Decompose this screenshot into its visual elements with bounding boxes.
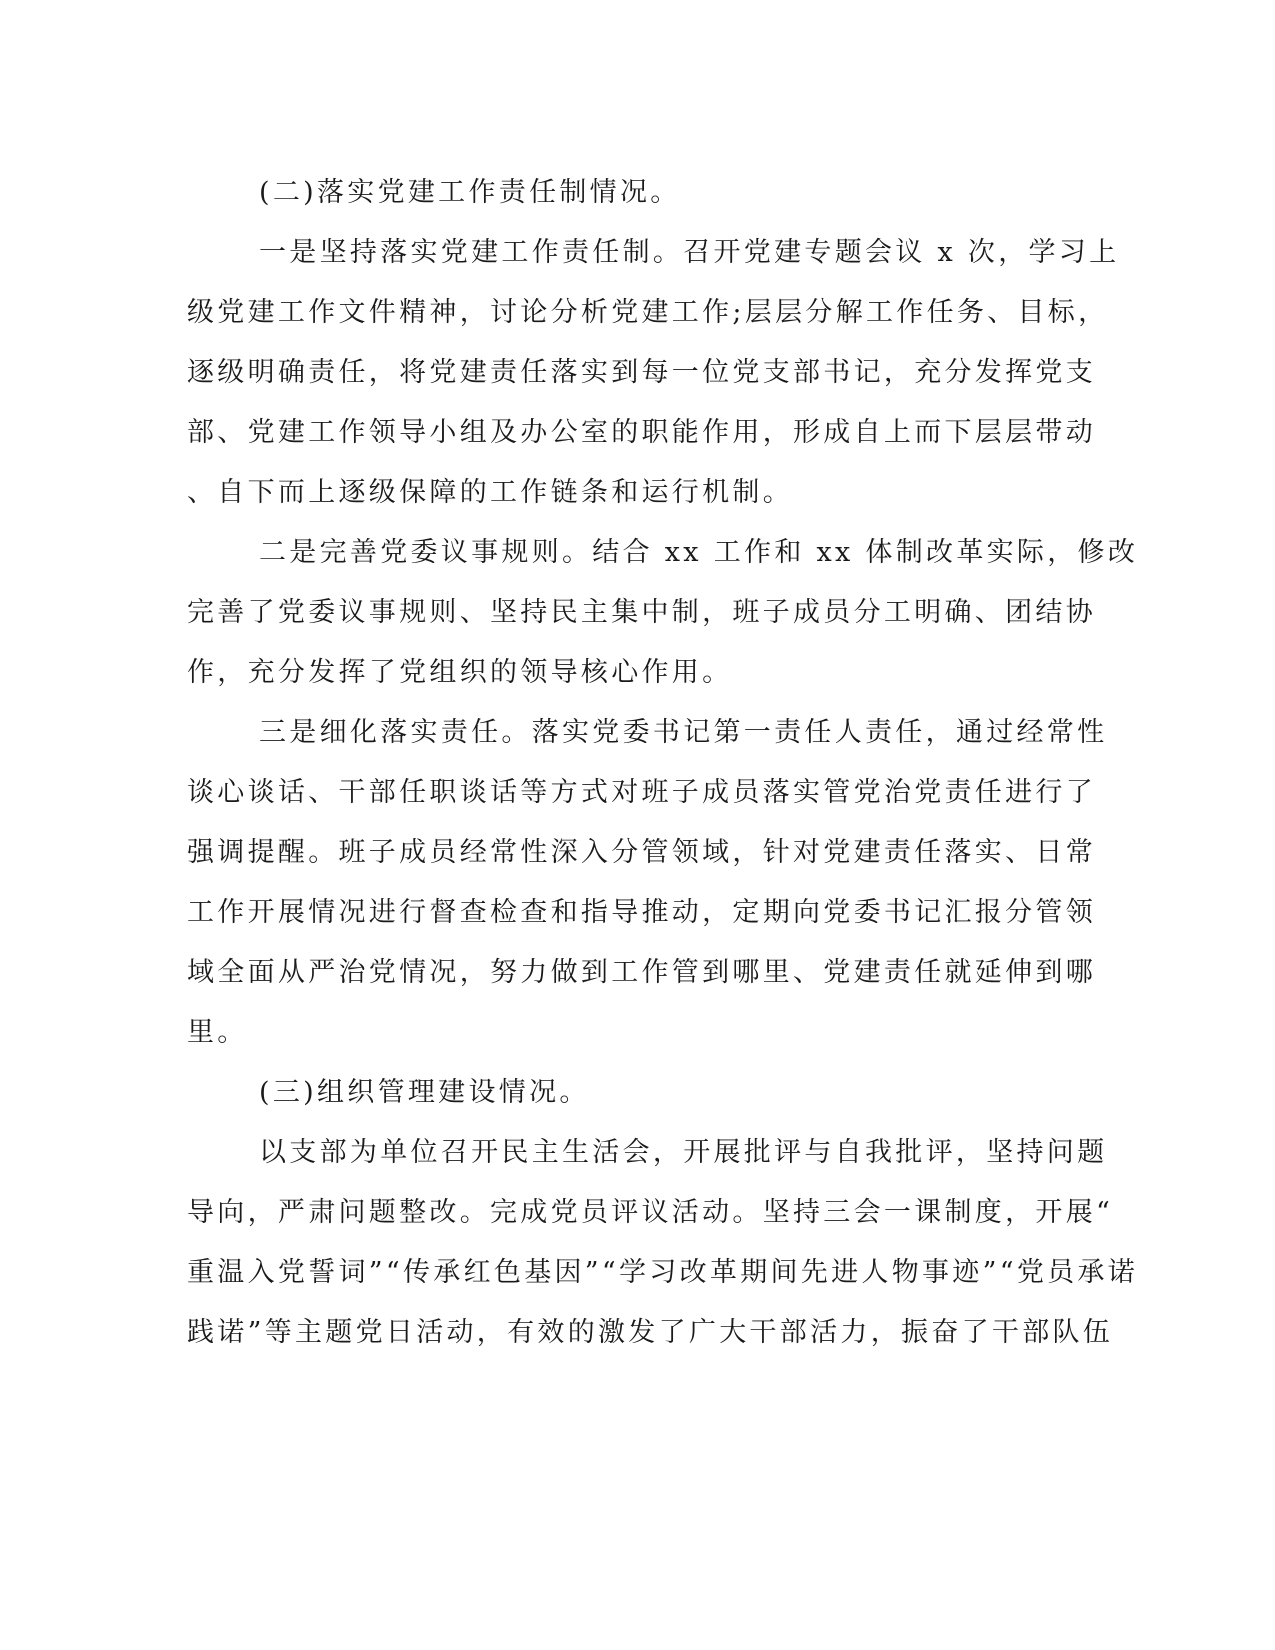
paragraph-line: 强调提醒。班子成员经常性深入分管领域，针对党建责任落实、日常: [187, 837, 1096, 868]
paragraph-line: 域全面从严治党情况，努力做到工作管到哪里、党建责任就延伸到哪: [187, 957, 1096, 988]
paragraph-line: 三是细化落实责任。落实党委书记第一责任人责任，通过经常性: [259, 717, 1108, 748]
paragraph-line: 里。: [187, 1017, 248, 1048]
section-heading-2: (二)落实党建工作责任制情况。: [259, 177, 681, 208]
paragraph-line: 级党建工作文件精神，讨论分析党建工作;层层分解工作任务、目标，: [187, 297, 1109, 328]
paragraph-line: 导向，严肃问题整改。完成党员评议活动。坚持三会一课制度，开展“: [187, 1197, 1114, 1228]
paragraph-line: 重温入党誓词”“传承红色基因”“学习改革期间先进人物事迹”“党员承诺: [187, 1257, 1139, 1288]
paragraph-line: 践诺”等主题党日活动，有效的激发了广大干部活力，振奋了干部队伍: [187, 1317, 1114, 1348]
paragraph-line: 逐级明确责任，将党建责任落实到每一位党支部书记，充分发挥党支: [187, 357, 1096, 388]
paragraph-line: 以支部为单位召开民主生活会，开展批评与自我批评，坚持问题: [259, 1137, 1108, 1168]
paragraph-line: 谈心谈话、干部任职谈话等方式对班子成员落实管党治党责任进行了: [187, 777, 1096, 808]
paragraph-line: 工作开展情况进行督查检查和指导推动，定期向党委书记汇报分管领: [187, 897, 1096, 928]
paragraph-line: 、自下而上逐级保障的工作链条和运行机制。: [187, 477, 793, 508]
paragraph-line: 作，充分发挥了党组织的领导核心作用。: [187, 657, 733, 688]
paragraph-line: 部、党建工作领导小组及办公室的职能作用，形成自上而下层层带动: [187, 417, 1096, 448]
section-heading-3: (三)组织管理建设情况。: [259, 1077, 590, 1108]
paragraph-line: 完善了党委议事规则、坚持民主集中制，班子成员分工明确、团结协: [187, 597, 1096, 628]
document-body: [187, 163, 1139, 1363]
paragraph-line: 二是完善党委议事规则。结合 xx 工作和 xx 体制改革实际，修改: [259, 537, 1139, 568]
paragraph-line: 一是坚持落实党建工作责任制。召开党建专题会议 x 次，学习上: [259, 237, 1120, 268]
